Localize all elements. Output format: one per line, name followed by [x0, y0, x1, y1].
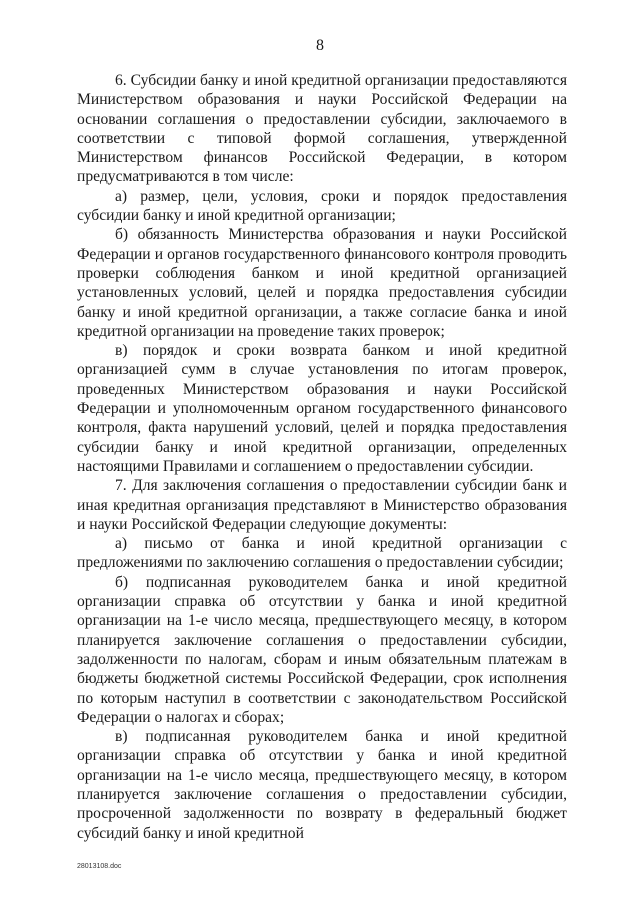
document-body: [77, 71, 567, 843]
footer-file-code: 28013108.doc: [77, 863, 122, 870]
paragraph-6: 6. Субсидии банку и иной кредитной организации предоставляются Министерством образования и науки Российской Федерации на основании соглашения о предоставлении субсидии, заключаемого в соответствии с типовой формой соглашения, утвержденной Министерством финансов Российской Федерации, в котором предусматриваются в том числе:: [77, 72, 567, 186]
paragraph-7b: б) подписанная руководителем банка и иной кредитной организации справка об отсутствии у банка и иной кредитной организации на 1-е число месяца, предшествующего месяцу, в котором планируется заключение соглашения о предоставлении субсидии, задолженности по налогам, сборам и иным обязательным платежам в бюджеты бюджетной системы Российской Федерации, срок исполнения по которым наступил в соответствии с законодательством Российской Федерации о налогах и сборах;: [77, 573, 567, 726]
paragraph-6a: а) размер, цели, условия, сроки и порядок предоставления субсидии банку и иной кредитной организации;: [77, 187, 567, 225]
page-number: 8: [316, 37, 324, 54]
paragraph-7v: в) подписанная руководителем банка и иной кредитной организации справка об отсутствии у банка и иной кредитной организации на 1-е число месяца, предшествующего месяцу, в котором планируется заключение соглашения о предоставлении субсидии, просроченной задолженности по возврату в федеральный бюджет субсидий банку и иной кредитной: [77, 728, 567, 842]
paragraph-7: 7. Для заключения соглашения о предоставлении субсидии банк и иная кредитная организация представляют в Министерство образования и науки Российской Федерации следующие документы:: [77, 477, 567, 533]
paragraph-6b: б) обязанность Министерства образования и науки Российской Федерации и органов государственного финансового контроля проводить проверки соблюдения банком и иной кредитной организацией установленных условий, целей и порядка предоставления субсидии банку и иной кредитной организации, а также согласие банка и иной кредитной организации на проведение таких проверок;: [77, 226, 567, 340]
paragraph-7a: а) письмо от банка и иной кредитной организации с предложениями по заключению соглашения о предоставлении субсидии;: [77, 535, 567, 572]
paragraph-6v: в) порядок и сроки возврата банком и иной кредитной организацией сумм в случае установления по итогам проверок, проведенных Министерством образования и науки Российской Федерации и уполномоченным органом государственного финансового контроля, факта нарушений условий, целей и порядка предоставления субсидии банку и иной кредитной организации, определенных настоящими Правилами и соглашением о предоставлении субсидии.: [77, 342, 567, 475]
